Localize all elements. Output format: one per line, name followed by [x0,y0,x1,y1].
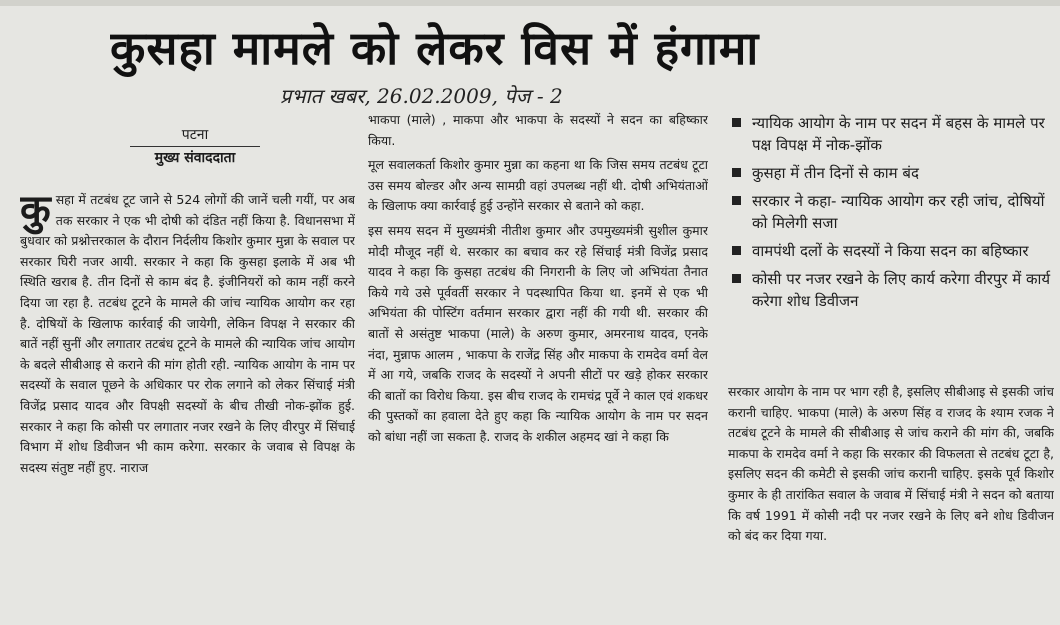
column-2-paragraph-3: इस समय सदन में मुख्यमंत्री नीतीश कुमार और उपमुख्यमंत्री सुशील कुमार मोदी मौजूद नहीं थे. सरकार का बचाव कर रहे सिंचाई मंत्री विजेंद्र प्रसाद यादव ने कहा कि कुसहा तटबंध की निगरानी के लिए जो अभियंता तैनात किये गये उसे पूर्ववर्ती सरकार ने पदस्थापित किया था. इनमें से एक भी अभियंता की पोस्टिंग वर्तमान सरकार द्वारा नहीं की गयी थी. सरकार की बातों से असंतुष्ट भाकपा (माले) के अरुण कुमार, अमरनाथ यादव, एनके नंदा, मुन्नाफ आलम , भाकपा के राजेंद्र सिंह और माकपा के रामदेव वर्मा वेल में आ गये, जबकि राजद के सदस्यों ने अपनी सीटों पर खड़े होकर सरकार की बातों का विरोध किया. इस बीच राजद के रामचंद्र पूर्वे ने काल एवं शकधर की पुस्तकों का हवाला देते हुए कहा कि न्यायिक आयोग के नाम पर सदन को बांधा नहीं जा सकता है. राजद के शकील अहमद खां ने कहा कि [368,222,708,444]
highlight-item [728,240,1058,262]
highlight-item [728,190,1058,234]
square-bullet-icon [732,118,741,127]
reporter-credit: मुख्य संवाददाता [154,150,236,166]
column-1-paragraph: सहा में तटबंध टूट जाने से 524 लोगों की जानें चली गयीं, पर अब तक सरकार ने एक भी दोषी को दंडित नहीं किया है. विधानसभा में बुधवार को प्रश्नोत्तरकाल के दौरान निर्दलीय किशोर कुमार मुन्ना के सवाल पर सरकार घिरी नजर आयी. सरकार ने कहा कि कुसहा इलाके में अब भी स्थिति खराब है. तीन दिनों से काम बंद है. इंजीनियरों को काम नहीं करने दिया जा रहा है. तटबंध टूटने के मामले की जांच न्यायिक आयोग कर रहा है. दोषियों के खिलाफ कार्रवाई की जायेगी, लेकिन विपक्ष ने सरकार की बातें नहीं सुनीं और लगातार तटबंध टूटने के मामले की न्यायिक जांच आयोग के बदले सीबीआइ से कराने की मांग होती रही. न्यायिक आयोग के नाम पर सदस्यों के सवाल पूछने के अधिकार पर रोक लगाने को लेकर सिंचाई मंत्री विजेंद्र प्रसाद यादव और विपक्षी सदस्यों के बीच तीखी नोक-झोंक हुई. सरकार ने कहा कि कोसी पर लगातार नजर रखने के लिए वीरपुर में सिंचाई विभाग में शोध डिवीजन भी काम करेगा. सरकार के जवाब से विपक्ष के सदस्य संतुष्ट नहीं हुए. नाराज [20,192,355,475]
highlight-text: वामपंथी दलों के सदस्यों ने किया सदन का बहिष्कार [752,242,1029,260]
dateline-place: पटना [130,124,260,147]
highlight-item [728,268,1058,312]
handwritten-source-note: प्रभात खबर, 26.02.2009, पेज - 2 [280,84,563,108]
headline: कुसहा मामले को लेकर विस में हंगामा [110,21,760,75]
square-bullet-icon [732,246,741,255]
byline [130,124,260,172]
highlights-box [728,112,1058,374]
column-3-paragraph: सरकार आयोग के नाम पर भाग रही है, इसलिए सीबीआइ से इसकी जांच करानी चाहिए. भाकपा (माले) के अरुण सिंह व राजद के श्याम रजक ने तटबंध टूटने के मामले की सीबीआइ से जांच कराने की मांग की, जबकि माकपा के रामदेव वर्मा ने कहा कि सरकार की विफलता से तटबंध टूटा है, इसलिए सदन की कमेटी से इसकी जांच करानी चाहिए. इसके पूर्व किशोर कुमार के ही तारांकित सवाल के जवाब में सिंचाई मंत्री ने सदन को बताया कि वर्ष 1991 में कोसी नदी पर नजर रखने के लिए बने शोध डिवीजन को बंद कर दिया गया. [728,384,1054,544]
column-2-paragraph-2: मूल सवालकर्ता किशोर कुमार मुन्ना का कहना था कि जिस समय तटबंध टूटा उस समय बोल्डर और अन्य सामग्री वहां उपलब्ध नहीं थी. दोषी अभियंताओं के खिलाफ क्या कार्रवाई हुई उन्होंने सरकार से बताने को कहा. [368,157,708,214]
article-column-2 [368,110,708,620]
highlight-text: कोसी पर नजर रखने के लिए कार्य करेगा वीरपुर में कार्य करेगा शोध डिवीजन [752,270,1051,310]
square-bullet-icon [732,196,741,205]
highlight-text: न्यायिक आयोग के नाम पर सदन में बहस के मामले पर पक्ष विपक्ष में नोक-झोंक [752,114,1045,154]
highlight-text: सरकार ने कहा- न्यायिक आयोग कर रही जांच, दोषियों को मिलेगी सजा [752,192,1045,232]
drop-cap: कु [20,190,51,233]
article-column-3 [728,382,1054,620]
highlight-item [728,162,1058,184]
column-2-paragraph-1: भाकपा (माले) , माकपा और भाकपा के सदस्यों ने सदन का बहिष्कार किया. [368,112,708,148]
highlight-text: कुसहा में तीन दिनों से काम बंद [752,164,919,182]
square-bullet-icon [732,168,741,177]
square-bullet-icon [732,274,741,283]
top-strip [0,0,1060,6]
highlight-item [728,112,1058,156]
article-column-1 [20,190,355,620]
